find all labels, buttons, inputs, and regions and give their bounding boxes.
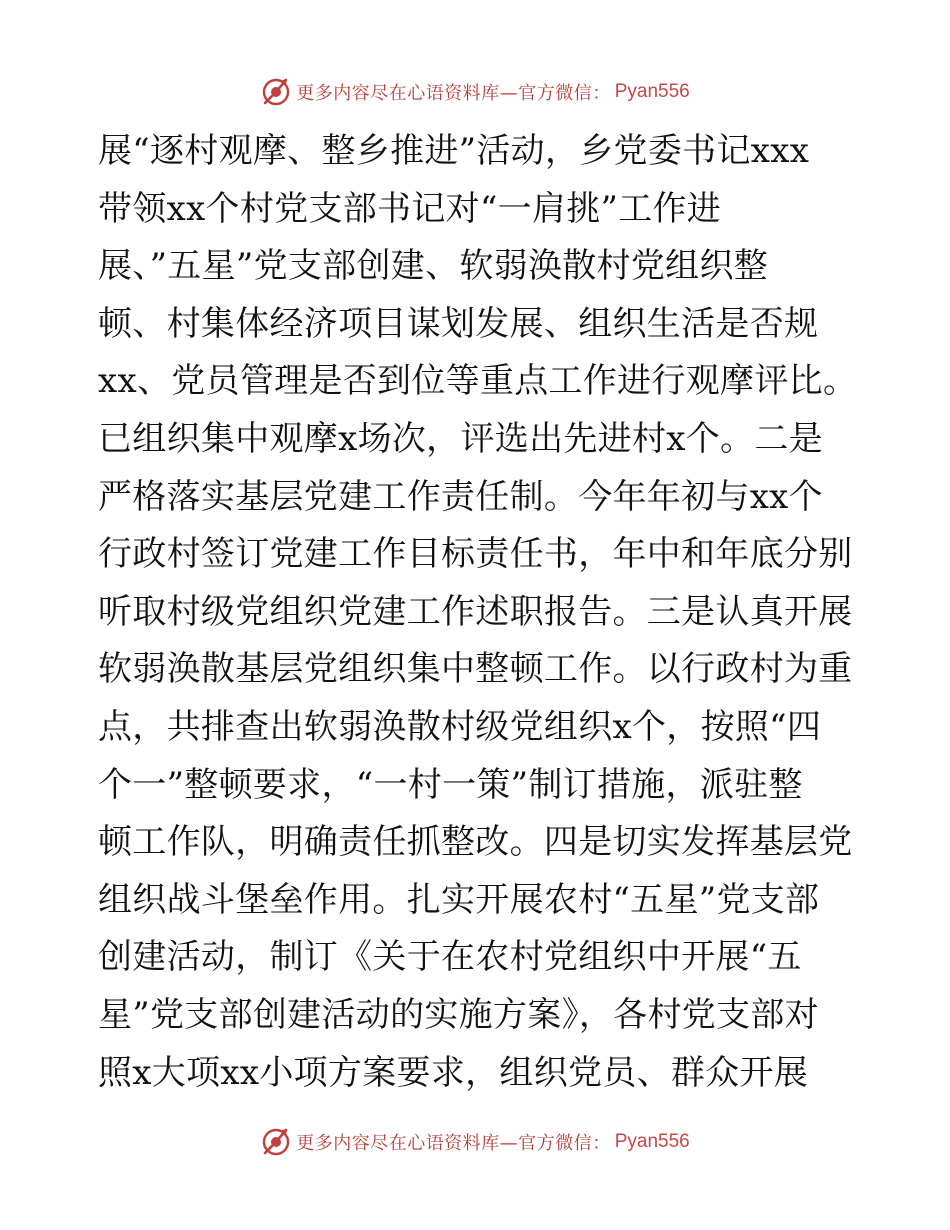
body-line: 顿、村集体经济项目谋划发展、组织生活是否规: [98, 303, 819, 344]
document-body: [98, 123, 858, 1102]
pen-logo-icon: [260, 1126, 292, 1158]
pen-logo-icon: [260, 76, 292, 108]
watermark-text: 更多内容尽在心语资料库—官方微信：: [296, 1133, 611, 1154]
body-line: 带领xx个村党支部书记对“一肩挑”工作进: [98, 188, 722, 229]
body-line: 组织战斗堡垒作用。扎实开展农村“五星”党支部: [98, 879, 820, 920]
body-line: 创建活动，制订《关于在农村党组织中开展“五: [98, 937, 802, 978]
watermark-wechat-id: Pyan556: [614, 81, 690, 102]
body-line: 严格落实基层党建工作责任制。今年年初与xx个: [98, 476, 823, 517]
body-line: 照x大项xx小项方案要求，组织党员、群众开展: [98, 1052, 809, 1093]
body-line: 展“逐村观摩、整乡推进”活动，乡党委书记xxx: [98, 131, 810, 171]
body-line: xx、党员管理是否到位等重点工作进行观摩评比。: [98, 361, 858, 402]
body-line: 个一”整顿要求，“一村一策”制订措施，派驻整: [98, 764, 803, 805]
body-line: 点，共排查出软弱涣散村级党组织x个，按照“四: [98, 706, 822, 747]
body-line: 软弱涣散基层党组织集中整顿工作。以行政村为重: [98, 649, 853, 690]
watermark-wechat-id: Pyan556: [614, 1131, 690, 1152]
body-line: 星”党支部创建活动的实施方案》，各村党支部对: [98, 994, 819, 1035]
body-line: 已组织集中观摩x场次，评选出先进村x个。二是: [98, 418, 823, 459]
body-line: 展、”五星”党支部创建、软弱涣散村党组织整: [98, 246, 769, 287]
body-line: 行政村签订党建工作目标责任书，年中和年底分别: [98, 534, 853, 575]
body-line: 听取村级党组织党建工作述职报告。三是认真开展: [98, 591, 853, 632]
header-watermark: [0, 76, 950, 108]
body-line: 顿工作队，明确责任抓整改。四是切实发挥基层党: [98, 822, 853, 863]
watermark-text: 更多内容尽在心语资料库—官方微信：: [296, 83, 611, 104]
footer-watermark: [0, 1126, 950, 1158]
